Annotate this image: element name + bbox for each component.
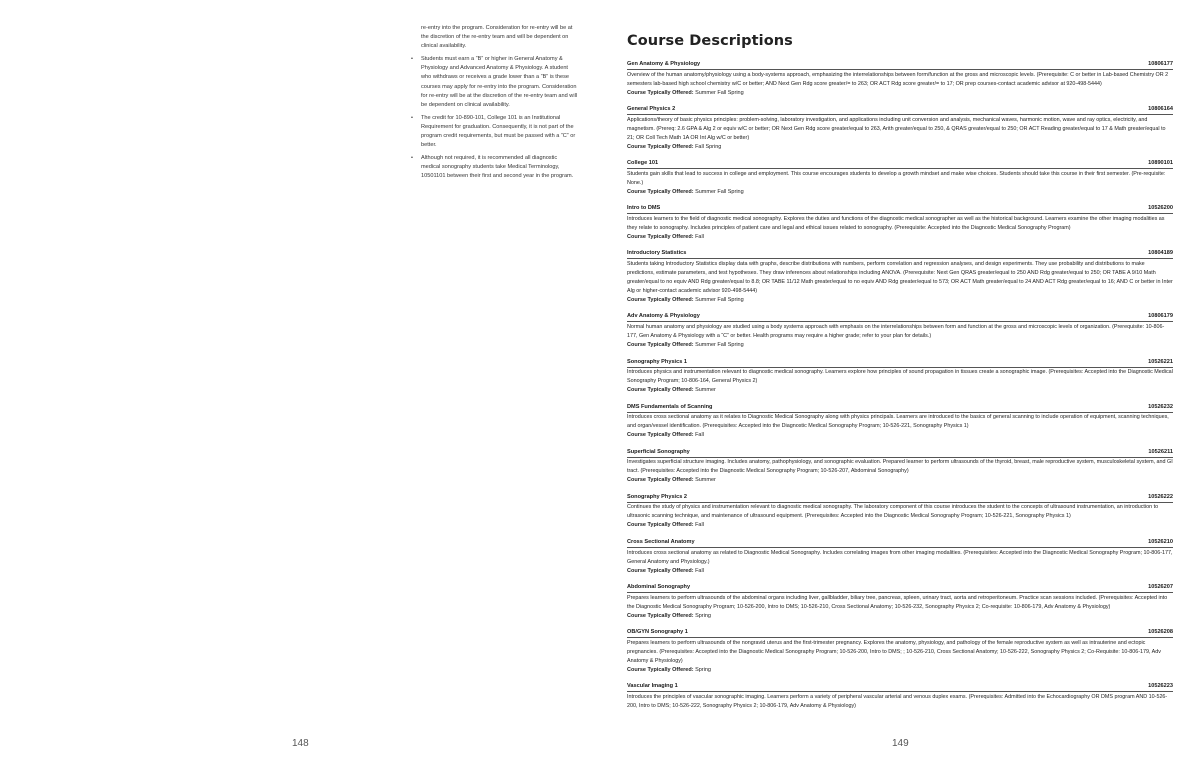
course-code: 10526223 xyxy=(1148,683,1173,690)
offered-terms: Summer xyxy=(695,477,716,484)
course-description: Continues the study of physics and instrumentation relevant to diagnostic medical sonography. The laboratory component of this course introduces the student to the concepts of ultrasound instrumentation, an introduction to ultrasonic scanning technique, and maintenance of ultrasound equipment. (Prerequisites: Accepted into the Diagnostic Medical Sonography Program; 10-526-221, Sonography Physics 1) xyxy=(627,504,1159,520)
course-entry xyxy=(627,584,1173,620)
requirement-text: Although not required, it is recommended all diagnostic medical sonography students take Medical Terminology, 10501101 between their first and second year in the program. xyxy=(421,155,574,180)
course-description: Introduces physics and instrumentation relevant to diagnostic medical sonography. Learners explore how principles of sound propagation in tissues create a sonographic image. (Prerequisites: Accepted into the Diagnostic Medical Sonography Program; 10-806-164, General Physics 2) xyxy=(627,369,1173,385)
course-header xyxy=(627,313,1173,322)
course-code: 10526208 xyxy=(1148,629,1173,636)
course-offered xyxy=(627,341,1173,349)
course-header xyxy=(627,160,1173,169)
course-offered xyxy=(627,567,1173,575)
course-offered xyxy=(627,386,1173,394)
bullet-icon: • xyxy=(411,114,413,121)
course-header xyxy=(627,449,1173,458)
offered-terms: Summer Fall Spring xyxy=(695,342,744,349)
course-offered xyxy=(627,296,1173,304)
page-number-left: 148 xyxy=(292,738,309,749)
offered-terms: Fall Spring xyxy=(695,143,722,150)
course-name: Superficial Sonography xyxy=(627,448,690,455)
course-entry xyxy=(627,160,1173,196)
offered-terms: Fall xyxy=(695,432,704,439)
course-code: 10526200 xyxy=(1148,205,1173,212)
course-description: Applications/theory of basic physics principles: problem-solving, laboratory investigation, and applications including unit conversion and analysis, mechanical waves, harmonic motion, wave and ray optics, electricity, and magnetism. (Prereq: 2.6 GPA & Alg 2 or equiv w/C or better; OR Next Gen Rdg score greater/equal to 263, Arith greater/equal to 250, & QRAS greater/equal to 250; OR ACT Reading greater/equal to 17 & Math greater/equal to 21; OR Coll Tech Math 1A OR Int Alg w/C or better) xyxy=(627,116,1166,141)
course-name: Sonography Physics 1 xyxy=(627,358,687,365)
offered-terms: Fall xyxy=(695,233,704,240)
course-code: 10806164 xyxy=(1148,106,1173,113)
course-entry xyxy=(627,106,1173,151)
course-header xyxy=(627,61,1173,70)
course-name: Intro to DMS xyxy=(627,205,661,212)
course-header xyxy=(627,205,1173,214)
course-name: DMS Fundamentals of Scanning xyxy=(627,403,713,410)
requirement-text: Students must earn a “B” or higher in General Anatomy & Physiology and Advanced Anatomy & Physiology. A student who withdraws or receives a grade lower than a “B” is these courses may apply for re-entry into the program. Consideration for re-entry will be at the discretion of the re-entry team and will be dependent on clinical availability. xyxy=(421,56,578,108)
offered-label: Course Typically Offered: xyxy=(627,666,694,673)
course-header xyxy=(627,539,1173,548)
course-offered xyxy=(627,431,1173,439)
course-description: Students taking Introductory Statistics display data with graphs, describe distributions with numbers, perform correlation and regression analyses, and design experiments. They use probability and distributions to make predictions, estimate parameters, and test hypotheses. They draw inferences about relationships including ANOVA. (Prerequisite: Next Gen QRAS greater/equal to 250 AND Rdg greater/equal to 250; OR TABE A 9/10 Math greater/equal to no equiv AND Rdg greater/equal to 8.8; OR TABE 11/12 Math greater/equal to no equiv AND Rdg greater/equal to 573; OR ACT Math greater/equal to 24 AND ACT Rdg greater/equal to 16; AND C or better in Inter Alg or higher-contact academic advisor 920-498-5444) xyxy=(627,260,1173,294)
course-name: College 101 xyxy=(627,160,659,167)
course-code: 10806179 xyxy=(1148,313,1173,320)
course-name: Cross Sectional Anatomy xyxy=(627,538,695,545)
offered-label: Course Typically Offered: xyxy=(627,233,694,240)
offered-terms: Summer xyxy=(695,387,716,394)
offered-terms: Fall xyxy=(695,567,704,574)
offered-label: Course Typically Offered: xyxy=(627,296,694,303)
course-code: 10526211 xyxy=(1148,448,1173,455)
offered-label: Course Typically Offered: xyxy=(627,477,694,484)
course-offered xyxy=(627,666,1173,674)
course-offered xyxy=(627,476,1173,484)
course-header xyxy=(627,494,1173,503)
page-title: Course Descriptions xyxy=(627,33,793,49)
bullet-icon: • xyxy=(411,155,413,162)
course-name: Introductory Statistics xyxy=(627,250,687,257)
course-description: Students gain skills that lead to success in college and employment. This course encourages students to develop a growth mindset and make wise choices. Students should take this course in their first semester. (Pre-requisite: None.) xyxy=(627,170,1166,186)
course-code: 10804189 xyxy=(1148,250,1173,257)
course-offered xyxy=(627,521,1173,529)
offered-label: Course Typically Offered: xyxy=(627,342,694,349)
page-number-right: 149 xyxy=(892,738,909,749)
course-header xyxy=(627,106,1173,115)
offered-terms: Summer Fall Spring xyxy=(695,188,744,195)
requirements-list xyxy=(410,24,578,186)
offered-label: Course Typically Offered: xyxy=(627,89,694,96)
course-name: Vascular Imaging 1 xyxy=(627,683,678,690)
course-code: 10526210 xyxy=(1148,538,1173,545)
course-header xyxy=(627,404,1173,413)
course-code: 10890101 xyxy=(1148,160,1173,167)
course-code: 10526207 xyxy=(1148,584,1173,591)
offered-terms: Fall xyxy=(695,522,704,529)
course-offered xyxy=(627,612,1173,620)
course-header xyxy=(627,683,1173,692)
course-entry xyxy=(627,250,1173,304)
course-entry xyxy=(627,629,1173,674)
offered-label: Course Typically Offered: xyxy=(627,432,694,439)
course-entry xyxy=(627,359,1173,395)
requirement-item xyxy=(410,154,578,181)
offered-label: Course Typically Offered: xyxy=(627,612,694,619)
course-description: Introduces cross sectional anatomy as related to Diagnostic Medical Sonography. Includes correlating images from other imaging modalities. (Prerequisites: Accepted into the Diagnostic Medical Sonography Program; 10-806-177, General Anatomy and Physiology.) xyxy=(627,549,1173,565)
course-description: Prepares learners to perform ultrasounds of the abdominal organs including liver, gallbladder, biliary tree, pancreas, spleen, urinary tract, aorta and retroperitoneum. Practice scan sessions included. (Prerequisites: Accepted into the Diagnostic Medical Sonography Program; 10-526-200, Intro to DMS; 10-526-210, Cross Sectional Anatomy; 10-526-232, Sonography Physics 2; Co-requisite: 10-806-179, Adv Anatomy & Physiology) xyxy=(627,594,1168,610)
course-code: 10526222 xyxy=(1148,493,1173,500)
offered-terms: Spring xyxy=(695,612,711,619)
course-entry xyxy=(627,539,1173,575)
course-name: Adv Anatomy & Physiology xyxy=(627,313,700,320)
offered-terms: Summer Fall Spring xyxy=(695,89,744,96)
course-description: Investigates superficial structure imaging. Includes anatomy, pathophysiology, and sonographic evaluation. Prepared learner to perform ultrasounds of the thyroid, breast, male reproductive system, musculoskeletal system, and GI tract. (Prerequisites: Accepted into the Diagnostic Medical Sonography Program; 10-526-207, Abdominal Sonography) xyxy=(627,459,1173,475)
course-entry xyxy=(627,313,1173,349)
course-entry xyxy=(627,449,1173,485)
course-code: 10526221 xyxy=(1148,358,1173,365)
course-description: Introduces cross sectional anatomy as it relates to Diagnostic Medical Sonography along with physics principals. Learners are introduced to the basics of general scanning to include operation of equipment, scanning techniques, and organ/vessel identification. (Prerequisites: Accepted into the Diagnostic Medical Sonography Program; 10-526-221, Sonography Physics 1) xyxy=(627,414,1169,430)
course-offered xyxy=(627,233,1173,241)
course-header xyxy=(627,629,1173,638)
offered-terms: Spring xyxy=(695,666,711,673)
course-code: 10526232 xyxy=(1148,403,1173,410)
requirement-item xyxy=(410,24,578,51)
course-description: Normal human anatomy and physiology are studied using a body systems approach with emphasis on the interrelationships between form and function at the gross and microscopic levels of organization. (Prerequisite: 10-806-177, Gen Anatomy & Physiology with a “C” or better. Health programs may require a higher grade; refer to your plan for details.) xyxy=(627,324,1165,340)
requirement-text: re-entry into the program. Consideration for re-entry will be at the discretion of the re-entry team and will be dependent on clinical availability. xyxy=(421,25,573,50)
offered-label: Course Typically Offered: xyxy=(627,567,694,574)
course-name: General Physics 2 xyxy=(627,106,676,113)
requirement-text: The credit for 10-890-101, College 101 is an Institutional Requirement for graduation. Consequently, it is not part of the program credit requirements, but must be passed with a “C” or better. xyxy=(421,114,576,149)
offered-label: Course Typically Offered: xyxy=(627,143,694,150)
course-description: Prepares learners to perform ultrasounds of the nongravid uterus and the first-trimester pregnancy. Explores the anatomy, physiology, and pathology of the female reproductive system as well as intrauterine and ectopic pregnancies. (Prerequisites: Accepted into the Diagnostic Medical Sonography Program; 10-526-200, Intro to DMS; ; 10-526-210, Cross Sectional Anatomy; 10-526-222, Sonography Physics 2; Co-Requisite: 10-806-179, Adv Anatomy & Physiology) xyxy=(627,639,1161,664)
offered-label: Course Typically Offered: xyxy=(627,522,694,529)
course-header xyxy=(627,584,1173,593)
course-name: Sonography Physics 2 xyxy=(627,493,687,500)
course-entry xyxy=(627,205,1173,241)
offered-label: Course Typically Offered: xyxy=(627,188,694,195)
requirement-item xyxy=(410,55,578,110)
offered-label: Course Typically Offered: xyxy=(627,387,694,394)
course-offered xyxy=(627,188,1173,196)
course-code: 10806177 xyxy=(1148,61,1173,67)
right-page xyxy=(600,0,1200,776)
course-description: Introduces learners to the field of diagnostic medical sonography. Explores the duties and functions of the diagnostic medical sonographer as well as the historical background. Learners examine the other imaging modalities as they relate to sonography. Includes principles of patient care and legal and ethical issues related to sonography. (Prerequisite: Accepted into the Diagnostic Medical Sonography Program) xyxy=(627,215,1165,231)
course-entry xyxy=(627,61,1173,97)
course-offered xyxy=(627,143,1173,151)
bullet-icon: • xyxy=(411,56,413,63)
course-header xyxy=(627,359,1173,368)
requirement-item xyxy=(410,114,578,150)
course-entry xyxy=(627,494,1173,530)
course-description: Introduces the principles of vascular sonographic imaging. Learners perform a variety of peripheral vascular arterial and venous duplex exams. (Prerequisites: Admitted into the Echocardiography OR DMS program AND 10-526-200, Intro to DMS; 10-526-222, Sonography Physics 2; 10-806-179, Adv Anatomy & Physiology) xyxy=(627,693,1168,709)
course-description: Overview of the human anatomy/physiology using a body-systems approach, emphasizing the interrelationships between form/function at the gross and microscopic levels. (Prerequisite: C or better in Lab-based Chemistry OR 2 semesters lab-based high school chemistry w/C or better; AND Next Gen Rdg score greater/= to 263; OR ACT Rdg score greater/= to 17; OR prep courses-contact academic advisor at 920-498-5444) xyxy=(627,71,1169,87)
course-name: Gen Anatomy & Physiology xyxy=(627,61,701,67)
course-name: Abdominal Sonography xyxy=(627,584,691,591)
offered-terms: Summer Fall Spring xyxy=(695,296,744,303)
course-entry xyxy=(627,404,1173,440)
course-list xyxy=(627,61,1173,720)
course-entry xyxy=(627,683,1173,711)
course-header xyxy=(627,250,1173,259)
course-name: OB/GYN Sonography 1 xyxy=(627,629,688,636)
course-offered xyxy=(627,89,1173,97)
